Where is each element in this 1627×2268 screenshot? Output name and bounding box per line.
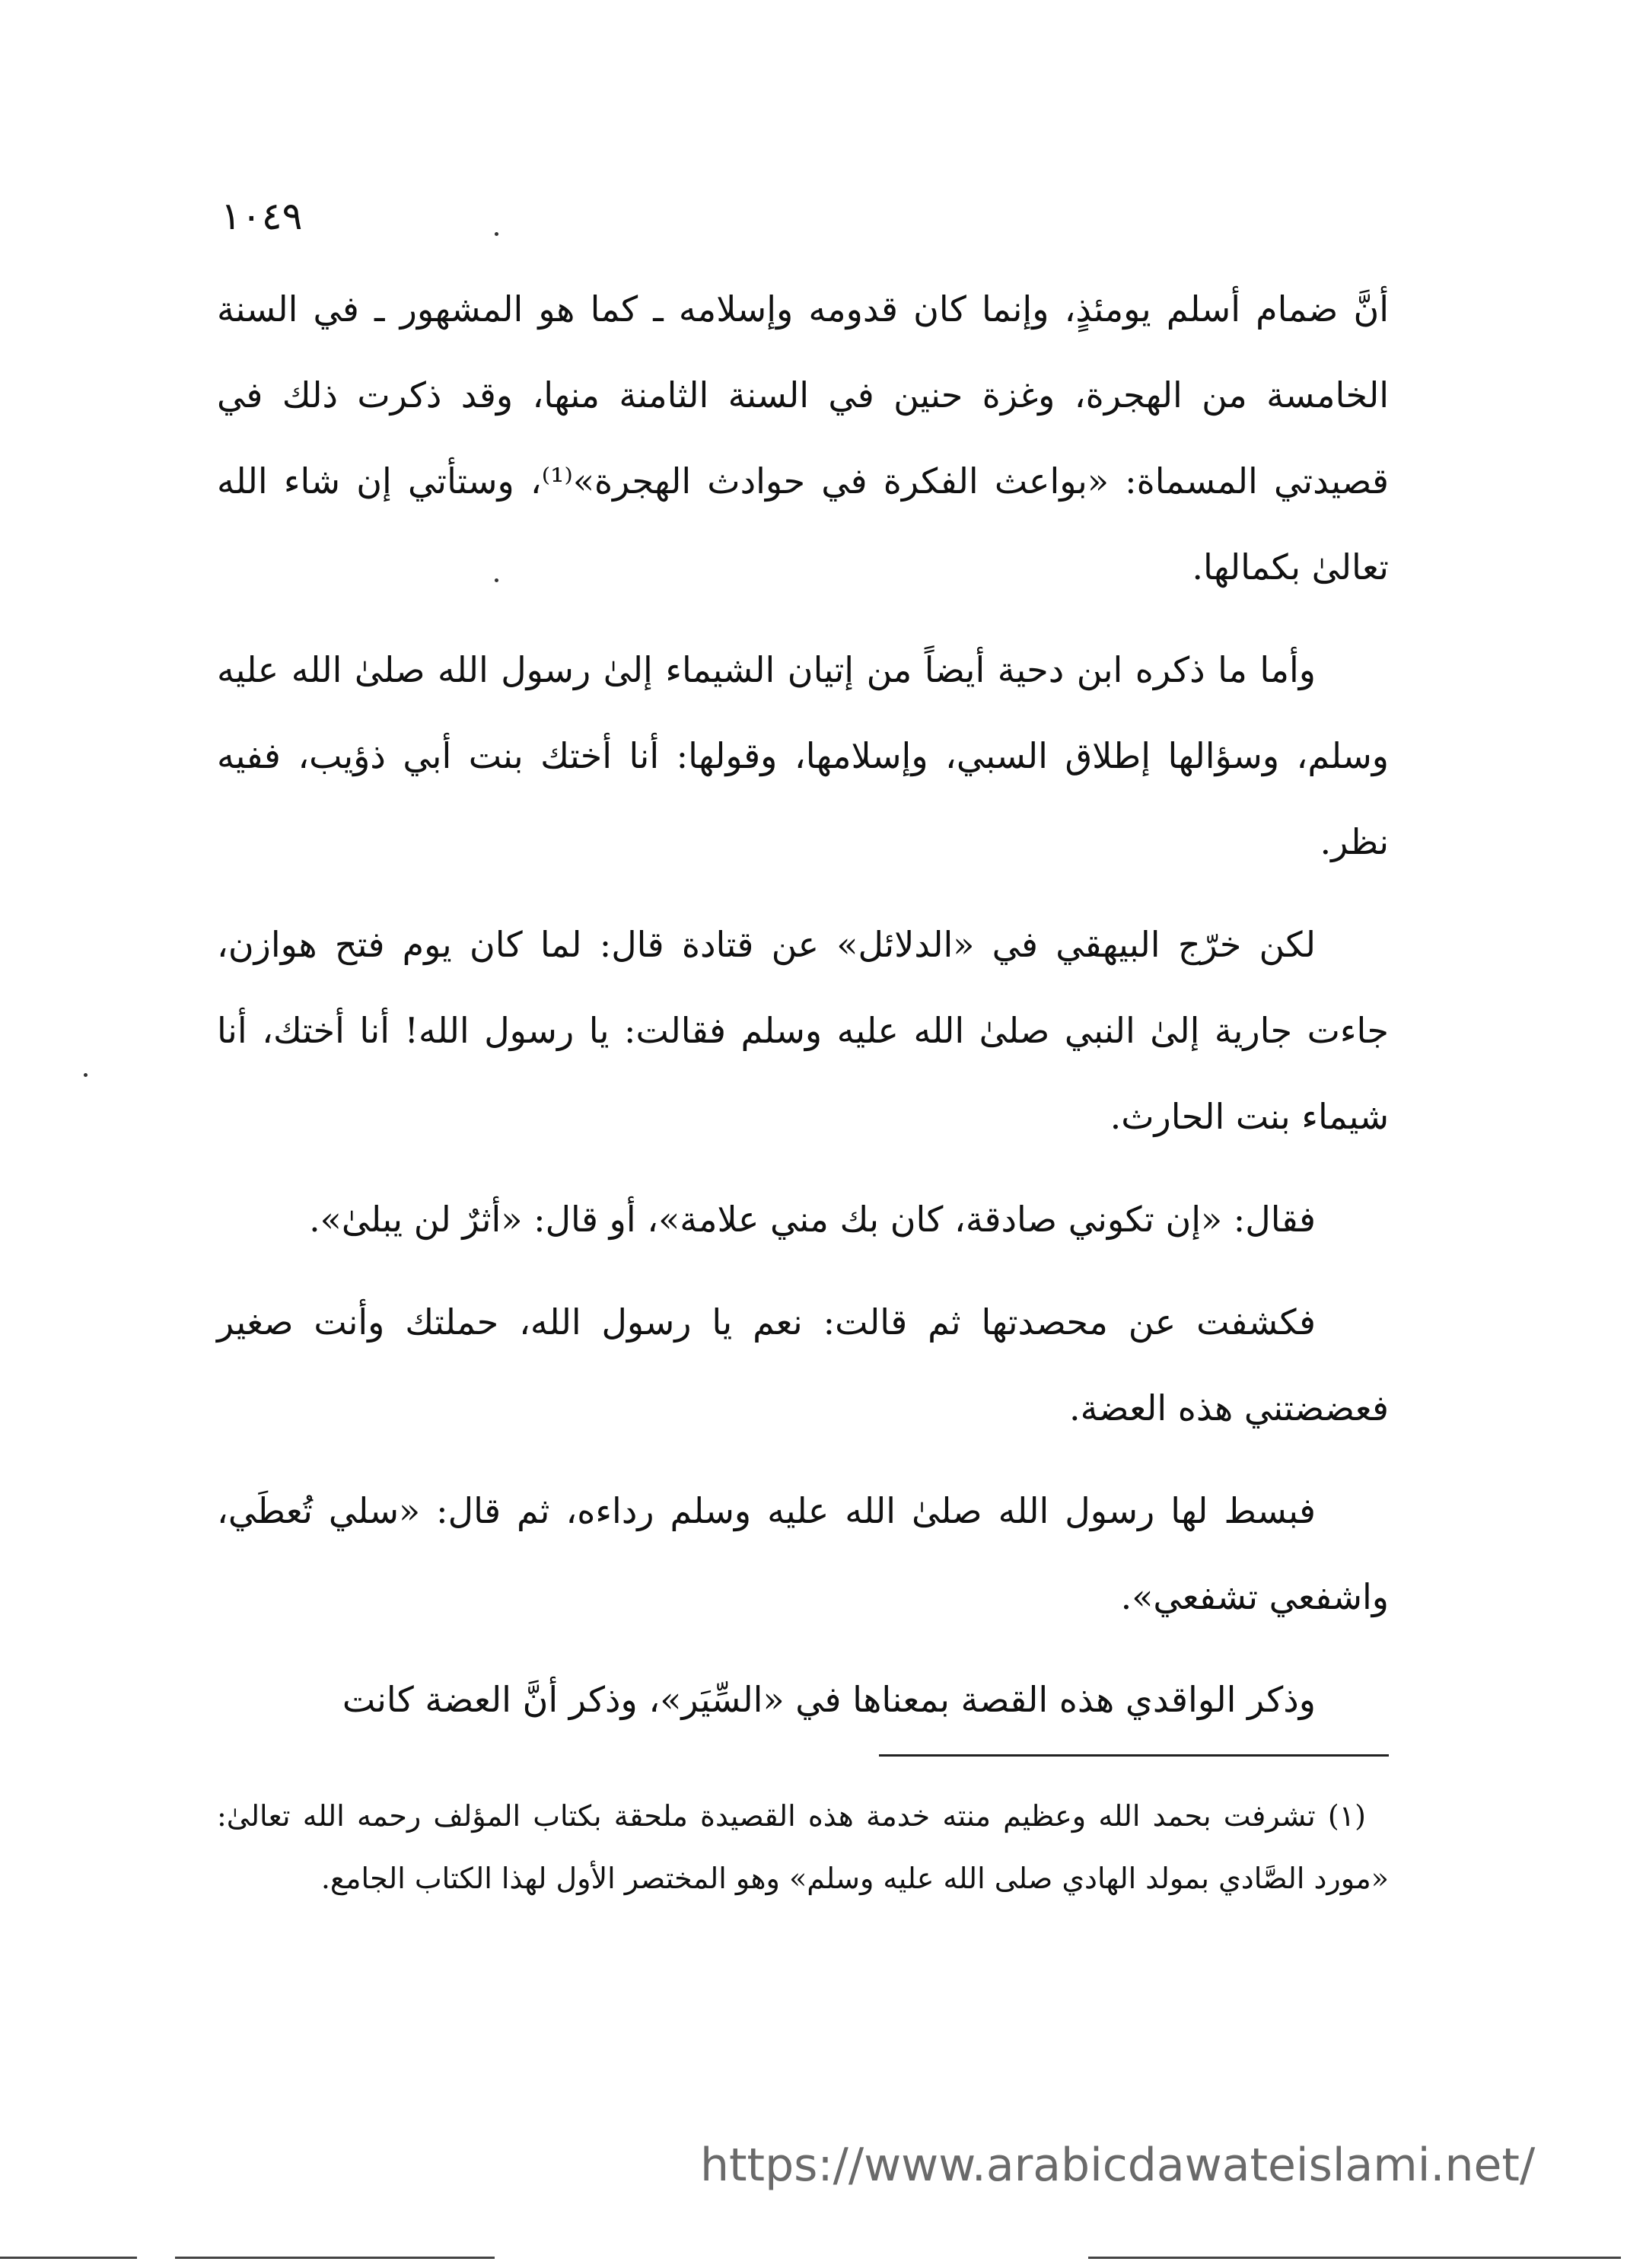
page-number: ١٠٤٩ <box>221 194 303 238</box>
footnote: (١) تشرفت بحمد الله وعظيم منته خدمة هذه القصيدة ملحقة بكتاب المؤلف رحمه الله تعالىٰ: «مورد الصَّادي بمولد الهادي صلى الله عليه وسلم» وهو المختصر الأول لهذا الكتاب الجامع. <box>217 1799 1389 1895</box>
scan-speck <box>84 1073 88 1077</box>
scan-speck <box>495 232 498 236</box>
footnote-separator <box>879 1754 1389 1757</box>
paragraph: وذكر الواقدي هذه القصة بمعناها في «السِّيَر»، وذكر أنَّ العضة كانت <box>342 1679 1316 1720</box>
paragraph: فبسط لها رسول الله صلىٰ الله عليه وسلم رداءه، ثم قال: «سلي تُعطَي، واشفعي تشفعي». <box>217 1490 1389 1617</box>
paragraph: أنَّ ضمام أسلم يومئذٍ، وإنما كان قدومه وإسلامه ـ كما هو المشهور ـ في السنة الخامسة من الهجرة، وغزة حنين في السنة الثامنة منها، وقد ذكرت ذلك في قصيدتي المسماة: «بواعث الفكرة في حوادث الهجرة»⁽¹⁾، وستأتي إن شاء الله تعالىٰ بكمالها. <box>217 288 1389 588</box>
main-text <box>217 266 1389 1760</box>
paragraph: لكن خرّج البيهقي في «الدلائل» عن قتادة قال: لما كان يوم فتح هوازن، جاءت جارية إلىٰ النبي صلىٰ الله عليه وسلم فقالت: يا رسول الله! أنا أختك، أنا شيماء بنت الحارث. <box>217 924 1389 1137</box>
scan-edge-line <box>0 2257 137 2259</box>
watermark-url: https://www.arabicdawateislami.net/ <box>700 2139 1536 2192</box>
paragraph: وأما ما ذكره ابن دحية أيضاً من إتيان الشيماء إلىٰ رسول الله صلىٰ الله عليه وسلم، وسؤالها إطلاق السبي، وإسلامها، وقولها: أنا أختك بنت أبي ذؤيب، ففيه نظر. <box>217 649 1389 862</box>
paragraph: فكشفت عن محصدتها ثم قالت: نعم يا رسول الله، حملتك وأنت صغير فعضضتني هذه العضة. <box>217 1301 1389 1429</box>
paragraph: فقال: «إن تكوني صادقة، كان بك مني علامة»، أو قال: «أثرٌ لن يبلىٰ». <box>309 1199 1316 1240</box>
scan-edge-line <box>1088 2257 1621 2259</box>
scan-edge-line <box>175 2257 495 2259</box>
footnotes <box>217 1785 1389 1910</box>
